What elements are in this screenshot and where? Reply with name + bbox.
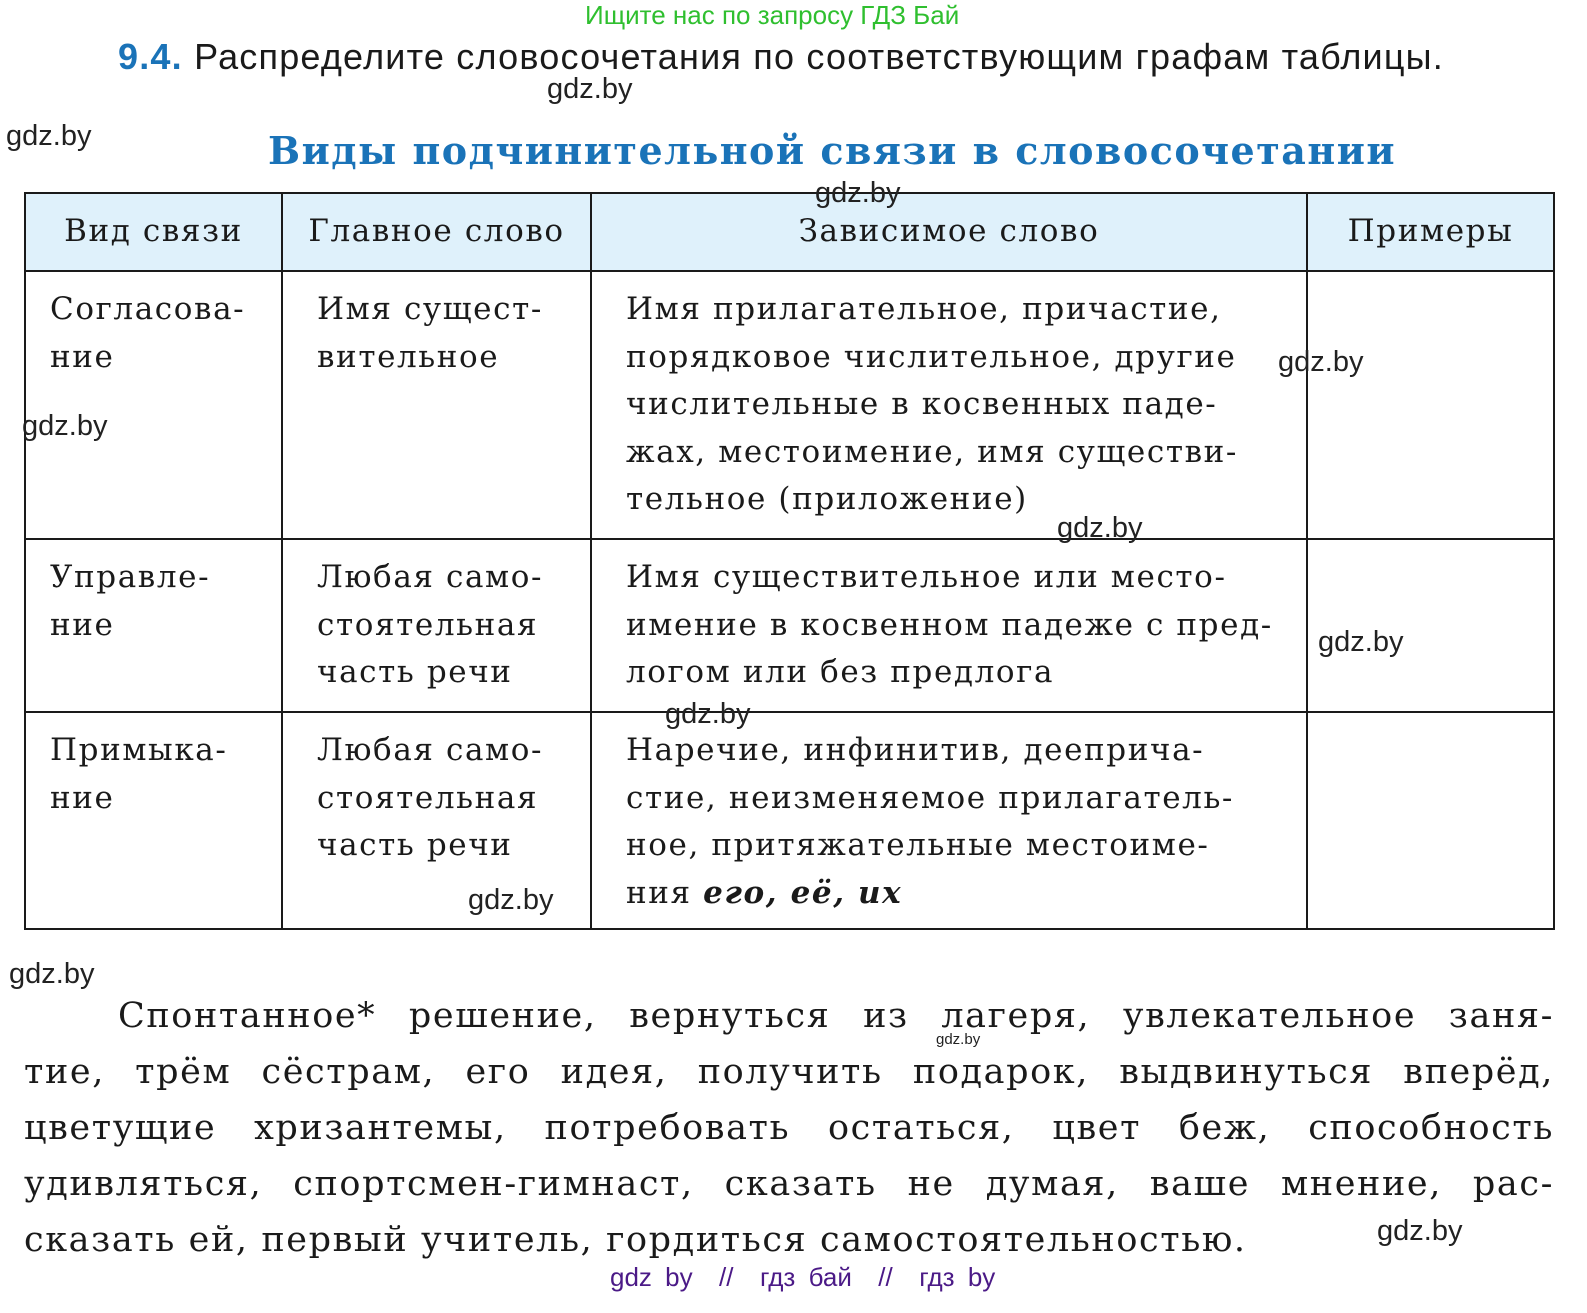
cell-line: числительные в косвенных паде- <box>626 386 1218 422</box>
cell-line: логом или без предлога <box>626 654 1055 690</box>
paragraph-line: удивляться, спортсмен-гимнаст, сказать не думая, ваше мнение, рас- <box>24 1164 1554 1204</box>
cell-line: Наречие, инфинитив, дееприча- <box>626 732 1205 768</box>
cell-type <box>25 539 282 712</box>
cell-text: ния <box>626 874 704 911</box>
watermark: gdz.by <box>1057 512 1143 544</box>
cell-line: ние <box>50 606 115 643</box>
table-row <box>25 712 1554 929</box>
cell-line: тельное (приложение) <box>626 481 1028 517</box>
cell-line: Имя сущест- <box>317 291 543 327</box>
cell-line: Имя прилагательное, причастие, <box>626 291 1222 327</box>
watermark: gdz.by <box>468 884 554 916</box>
header-type: Вид связи <box>25 193 282 271</box>
watermark: gdz.by <box>1377 1215 1463 1247</box>
watermark: gdz.by <box>1278 346 1364 378</box>
cell-line: Управле- <box>50 559 211 595</box>
phrases-paragraph <box>24 988 1554 1268</box>
pronoun-examples: его, её, их <box>703 874 903 911</box>
watermark: gdz.by <box>815 177 901 209</box>
header-watermark: Ищите нас по запросу ГДЗ Бай <box>585 0 960 30</box>
header-main-word: Главное слово <box>282 193 591 271</box>
cell-line: Согласова- <box>50 291 246 327</box>
cell-dependent <box>591 539 1307 712</box>
cell-line: ние <box>50 779 115 816</box>
task-statement <box>118 36 1444 78</box>
cell-line: стоятельная <box>317 779 539 816</box>
cell-line: часть речи <box>317 654 513 690</box>
paragraph-line: цветущие хризантемы, потребовать остаться, цвет беж, способность <box>24 1108 1554 1148</box>
cell-dependent <box>591 712 1307 929</box>
watermark: gdz.by <box>1318 626 1404 658</box>
cell-line: Любая само- <box>317 732 544 768</box>
footer-watermark: gdz by // гдз бай // гдз by <box>610 1262 996 1292</box>
paragraph-line: Спонтанное* решение, вернуться из лагеря, увлекательное заня- <box>118 996 1554 1036</box>
cell-type <box>25 271 282 539</box>
watermark: gdz.by <box>665 698 751 730</box>
cell-line: стие, неизменяемое прилагатель- <box>626 779 1235 816</box>
cell-line: ние <box>50 338 115 375</box>
table-title: Виды подчинительной связи в словосочетании <box>268 128 1397 173</box>
table-row <box>25 271 1554 539</box>
cell-examples[interactable] <box>1307 271 1554 539</box>
header-examples: Примеры <box>1307 193 1554 271</box>
cell-type <box>25 712 282 929</box>
cell-main <box>282 539 591 712</box>
cell-line: имение в косвенном падеже с пред- <box>626 606 1273 643</box>
watermark: gdz.by <box>6 120 92 152</box>
watermark: gdz.by <box>22 410 108 442</box>
cell-examples[interactable] <box>1307 712 1554 929</box>
cell-line: стоятельная <box>317 606 539 643</box>
cell-line: часть речи <box>317 827 513 863</box>
paragraph-line: тие, трём сёстрам, его идея, получить подарок, выдвинуться вперёд, <box>24 1052 1554 1092</box>
paragraph-line: сказать ей, первый учитель, гордиться самостоятельностью. <box>24 1220 1247 1260</box>
connection-types-table <box>24 192 1555 930</box>
cell-line: ное, притяжательные местоиме- <box>626 827 1210 863</box>
cell-main <box>282 271 591 539</box>
table-header-row <box>25 193 1554 271</box>
watermark-small: gdz.by <box>936 1031 981 1048</box>
cell-line: Примыка- <box>50 732 228 768</box>
cell-line: Любая само- <box>317 559 544 595</box>
cell-line: жах, местоимение, имя существи- <box>626 433 1238 470</box>
cell-dependent <box>591 271 1307 539</box>
cell-line: порядковое числительное, другие <box>626 338 1237 375</box>
task-text: Распределите словосочетания по соответствующим графам таблицы. <box>194 36 1444 77</box>
cell-line: вительное <box>317 338 500 375</box>
cell-line: Имя существительное или место- <box>626 559 1227 595</box>
task-number: 9.4. <box>118 36 183 77</box>
watermark: gdz.by <box>9 958 95 990</box>
watermark: gdz.by <box>547 73 633 105</box>
cell-line <box>626 870 1306 918</box>
header-dependent-word: Зависимое слово <box>591 193 1307 271</box>
